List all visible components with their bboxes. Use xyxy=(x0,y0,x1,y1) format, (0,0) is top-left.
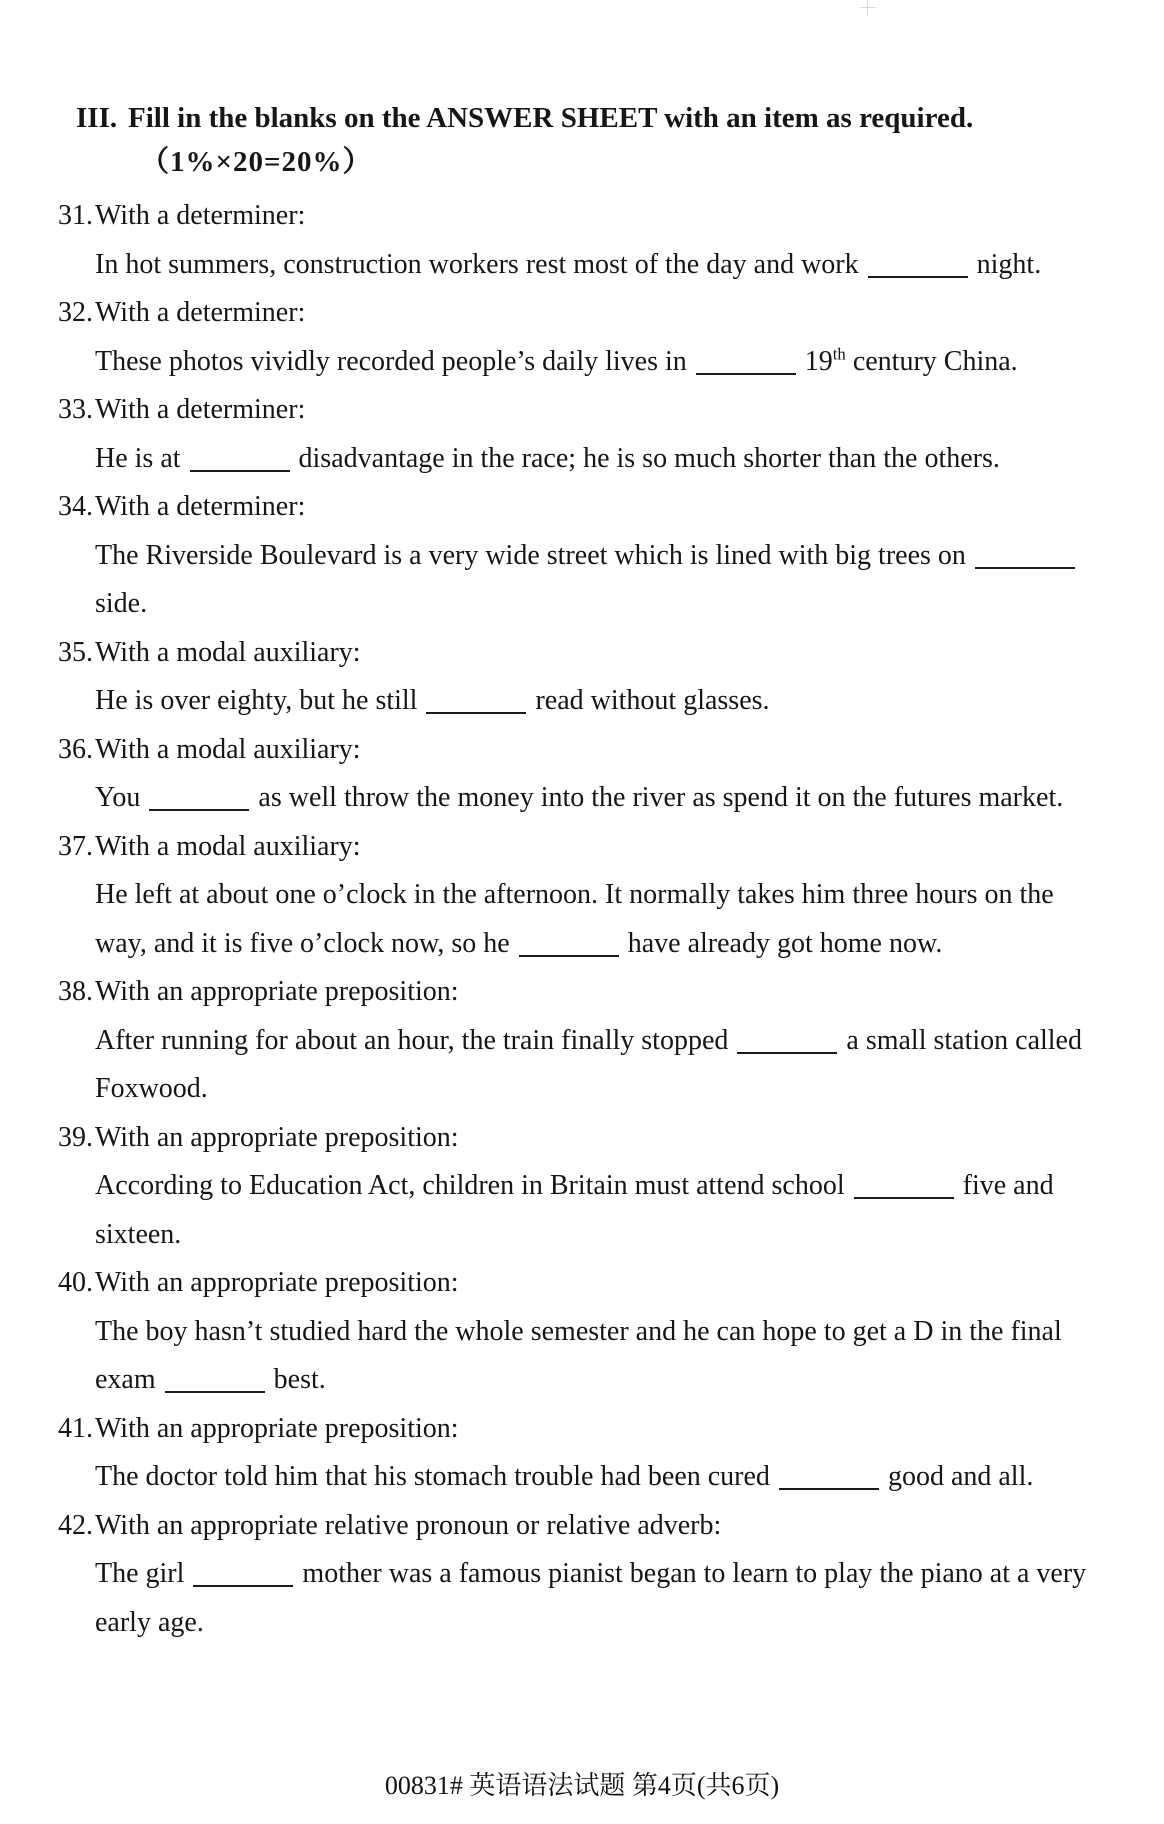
question-sentence-line xyxy=(0,1017,1164,1066)
question-sentence-line xyxy=(0,1065,1164,1114)
question-number: 34. xyxy=(58,491,93,522)
question-sentence-line xyxy=(0,920,1164,969)
question-header xyxy=(0,192,1164,241)
question-instruction: With an appropriate preposition: xyxy=(95,1121,459,1153)
question-instruction: With an appropriate relative pronoun or relative adverb: xyxy=(95,1509,722,1541)
question-number: 36. xyxy=(58,733,93,765)
question-header xyxy=(0,1405,1164,1454)
question-sentence-line xyxy=(0,338,1164,387)
question-instruction: With a modal auxiliary: xyxy=(95,830,361,862)
sentence-text: He is at xyxy=(95,442,188,474)
sentence-text: best. xyxy=(266,1364,326,1395)
question-instruction: With a modal auxiliary: xyxy=(95,733,361,765)
sentence-text: The doctor told him that his stomach trouble had been cured xyxy=(95,1461,777,1492)
question-instruction: With an appropriate preposition: xyxy=(95,1412,459,1444)
sentence-text: 19 xyxy=(797,345,833,377)
sentence-text: side. xyxy=(95,588,148,619)
question-block xyxy=(0,968,1164,1114)
sentence-text: mother was a famous pianist began to learn to play the piano at a very xyxy=(295,1558,1087,1589)
answer-blank xyxy=(519,935,619,957)
answer-blank xyxy=(779,1468,879,1490)
question-sentence-line xyxy=(0,1599,1164,1648)
ordinal-superscript: th xyxy=(832,344,846,364)
answer-blank xyxy=(854,1177,954,1199)
sentence-text: He left at about one o’clock in the afternoon. It normally takes him three hours on the xyxy=(95,879,1054,910)
question-block xyxy=(0,289,1164,386)
question-sentence-line xyxy=(0,1162,1164,1211)
question-header xyxy=(0,968,1164,1017)
question-sentence-line xyxy=(0,1550,1164,1599)
question-number: 35. xyxy=(58,636,93,668)
question-sentence-line xyxy=(0,435,1164,484)
sentence-text: night. xyxy=(969,248,1042,280)
page-content xyxy=(0,96,1164,1647)
question-block xyxy=(0,1502,1164,1648)
sentence-text: as well throw the money into the river as spend it on the futures market. xyxy=(251,782,1064,813)
answer-blank xyxy=(737,1032,837,1054)
answer-blank xyxy=(193,1565,293,1587)
question-sentence-line xyxy=(0,532,1164,581)
question-sentence-line xyxy=(0,580,1164,629)
sentence-text: Foxwood. xyxy=(95,1073,208,1104)
question-header xyxy=(0,823,1164,872)
section-heading-line2 xyxy=(0,140,1164,184)
question-instruction: With an appropriate preposition: xyxy=(95,1267,459,1298)
question-number: 39. xyxy=(58,1121,93,1153)
questions xyxy=(0,192,1164,1647)
sentence-text: early age. xyxy=(95,1606,204,1638)
question-block xyxy=(0,629,1164,726)
scan-registration-mark xyxy=(860,0,876,16)
question-block xyxy=(0,1114,1164,1260)
sentence-text: century China. xyxy=(845,345,1018,377)
question-block xyxy=(0,483,1164,629)
question-number: 31. xyxy=(58,200,93,231)
page-footer: 00831# 英语语法试题 第4页(共6页) xyxy=(384,1771,780,1800)
sentence-text: He is over eighty, but he still xyxy=(95,685,425,716)
question-header xyxy=(0,629,1164,678)
question-header xyxy=(0,483,1164,532)
sentence-text: exam xyxy=(95,1364,163,1395)
question-number: 33. xyxy=(58,394,93,425)
sentence-text: According to Education Act, children in Britain must attend school xyxy=(95,1170,852,1201)
question-number: 37. xyxy=(58,830,93,862)
question-header xyxy=(0,1259,1164,1308)
sentence-text: disadvantage in the race; he is so much shorter than the others. xyxy=(291,442,1000,474)
section-points: （1%×20=20%） xyxy=(140,146,373,178)
question-block xyxy=(0,192,1164,289)
question-sentence-line xyxy=(0,241,1164,290)
answer-blank xyxy=(190,450,290,472)
answer-blank xyxy=(165,1371,265,1393)
sentence-text: have already got home now. xyxy=(620,927,943,959)
question-block xyxy=(0,1405,1164,1502)
question-instruction: With an appropriate preposition: xyxy=(95,976,459,1007)
sentence-text: These photos vividly recorded people’s daily lives in xyxy=(95,345,694,377)
question-sentence-line xyxy=(0,1356,1164,1405)
question-sentence-line xyxy=(0,1453,1164,1502)
question-sentence-line xyxy=(0,677,1164,726)
question-number: 41. xyxy=(58,1412,93,1444)
question-header xyxy=(0,386,1164,435)
question-number: 32. xyxy=(58,297,93,328)
answer-blank xyxy=(149,789,249,811)
answer-blank xyxy=(975,547,1075,569)
question-instruction: With a determiner: xyxy=(95,200,306,231)
question-instruction: With a determiner: xyxy=(95,394,306,425)
question-sentence-line xyxy=(0,1211,1164,1260)
sentence-text: a small station called xyxy=(839,1024,1082,1056)
sentence-text: The boy hasn’t studied hard the whole semester and he can hope to get a D in the final xyxy=(95,1315,1062,1347)
question-header xyxy=(0,1502,1164,1551)
section-title: Fill in the blanks on the ANSWER SHEET with an item as required. xyxy=(128,102,974,134)
sentence-text: After running for about an hour, the train finally stopped xyxy=(95,1024,736,1056)
question-header xyxy=(0,289,1164,338)
sentence-text: sixteen. xyxy=(95,1218,182,1250)
sentence-text: five and xyxy=(955,1170,1054,1201)
question-instruction: With a modal auxiliary: xyxy=(95,636,361,668)
question-sentence-line xyxy=(0,774,1164,823)
question-instruction: With a determiner: xyxy=(95,297,306,328)
question-header xyxy=(0,726,1164,775)
question-number: 42. xyxy=(58,1509,93,1541)
question-sentence-line xyxy=(0,1308,1164,1357)
sentence-text: In hot summers, construction workers rest most of the day and work xyxy=(95,248,866,280)
question-sentence-line xyxy=(0,871,1164,920)
answer-blank xyxy=(426,692,526,714)
question-number: 40. xyxy=(58,1267,93,1298)
sentence-text: The Riverside Boulevard is a very wide street which is lined with big trees on xyxy=(95,539,973,571)
sentence-text: way, and it is five o’clock now, so he xyxy=(95,927,517,959)
section-heading xyxy=(0,96,1164,184)
section-number: III. xyxy=(76,102,118,134)
sentence-text: You xyxy=(95,782,148,813)
section-heading-line1 xyxy=(0,96,1164,140)
question-block xyxy=(0,1259,1164,1405)
answer-blank xyxy=(696,353,796,375)
answer-blank xyxy=(868,256,968,278)
question-block xyxy=(0,726,1164,823)
question-block xyxy=(0,386,1164,483)
question-block xyxy=(0,823,1164,969)
sentence-text: The girl xyxy=(95,1558,192,1589)
sentence-text: good and all. xyxy=(880,1461,1034,1492)
question-instruction: With a determiner: xyxy=(95,491,306,522)
sentence-text: read without glasses. xyxy=(528,685,770,716)
question-header xyxy=(0,1114,1164,1163)
question-number: 38. xyxy=(58,976,93,1007)
